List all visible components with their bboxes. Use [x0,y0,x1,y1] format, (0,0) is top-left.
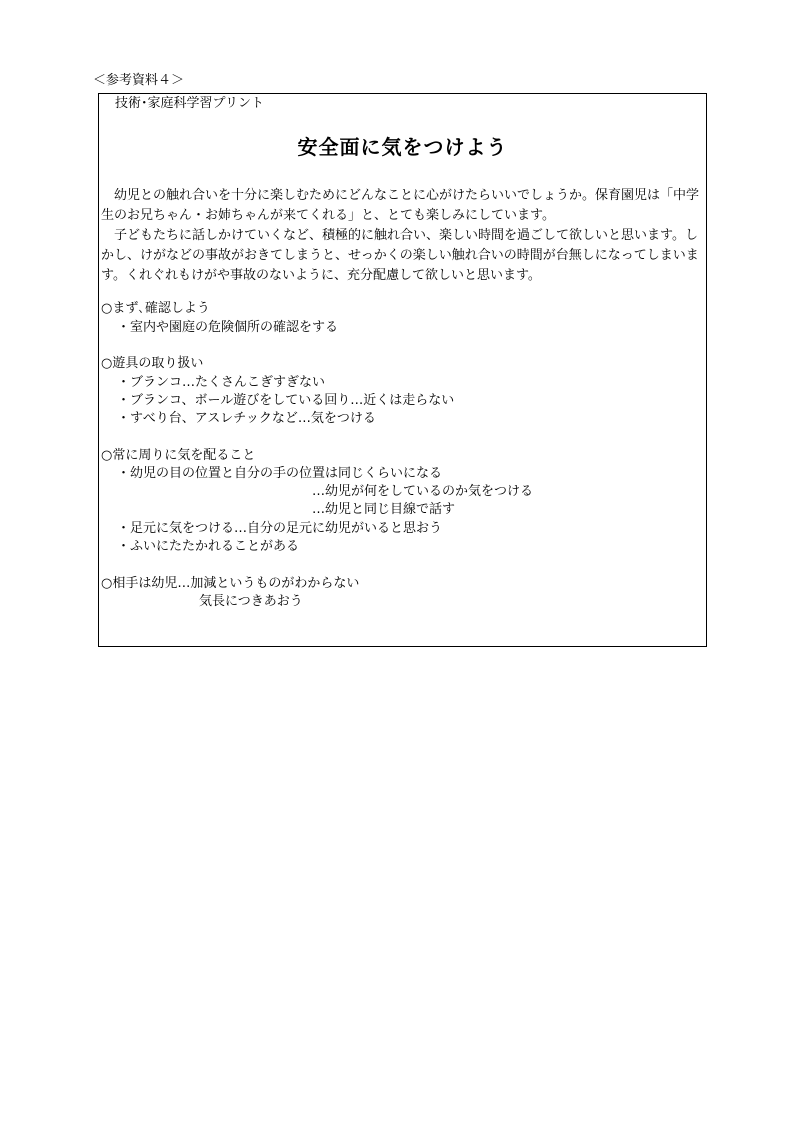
section-heading-toddler: ○相手は幼児…加減というものがわからない [101,576,360,591]
list-item: ・足元に気をつける…自分の足元に幼児がいると思おう [117,521,443,536]
list-item: ・すべり台、アスレチックなど…気をつける [117,411,376,426]
subject-label: 技術･家庭科学習プリント [115,96,264,111]
list-item: …幼児が何をしているのか気をつける [312,484,534,499]
worksheet-box [98,93,707,647]
list-item: ・幼児の目の位置と自分の手の位置は同じくらいになる [117,466,443,481]
list-item: …幼児と同じ目線で話す [312,502,456,517]
section-heading-surroundings: ○常に周りに気を配ること [101,448,256,463]
list-item: ・ブランコ、ボール遊びをしている回り…近くは走らない [117,393,455,408]
list-item: ・ふいにたたかれることがある [117,539,300,554]
reference-label: ＜参考資料４＞ [93,73,185,88]
intro-paragraphs [101,186,705,286]
section-heading-check: ○まず､確認しよう [101,301,210,316]
list-item: 気長につきあおう [199,594,303,609]
intro-paragraph: 幼児との触れ合いを十分に楽しむためにどんなことに心がけたらいいでしょうか。保育園児は「中学生のお兄ちゃん・お姉ちゃんが来てくれる」と、とても楽しみにしています。 [101,188,700,223]
intro-paragraph: 子どもたちに話しかけていくなど、積極的に触れ合い、楽しい時間を過ごして欲しいと思います。しかし、けがなどの事故がおきてしまうと、せっかくの楽しい触れ合いの時間が台無しになってしまいます。くれぐれもけがや事故のないように、充分配慮して欲しいと思います。 [101,228,699,283]
list-item: ・ブランコ…たくさんこぎすぎない [117,375,326,390]
list-item: ・室内や園庭の危険個所の確認をする [117,320,339,335]
page-title: 安全面に気をつけよう [297,135,508,159]
section-heading-playground: ○遊具の取り扱い [101,356,204,371]
